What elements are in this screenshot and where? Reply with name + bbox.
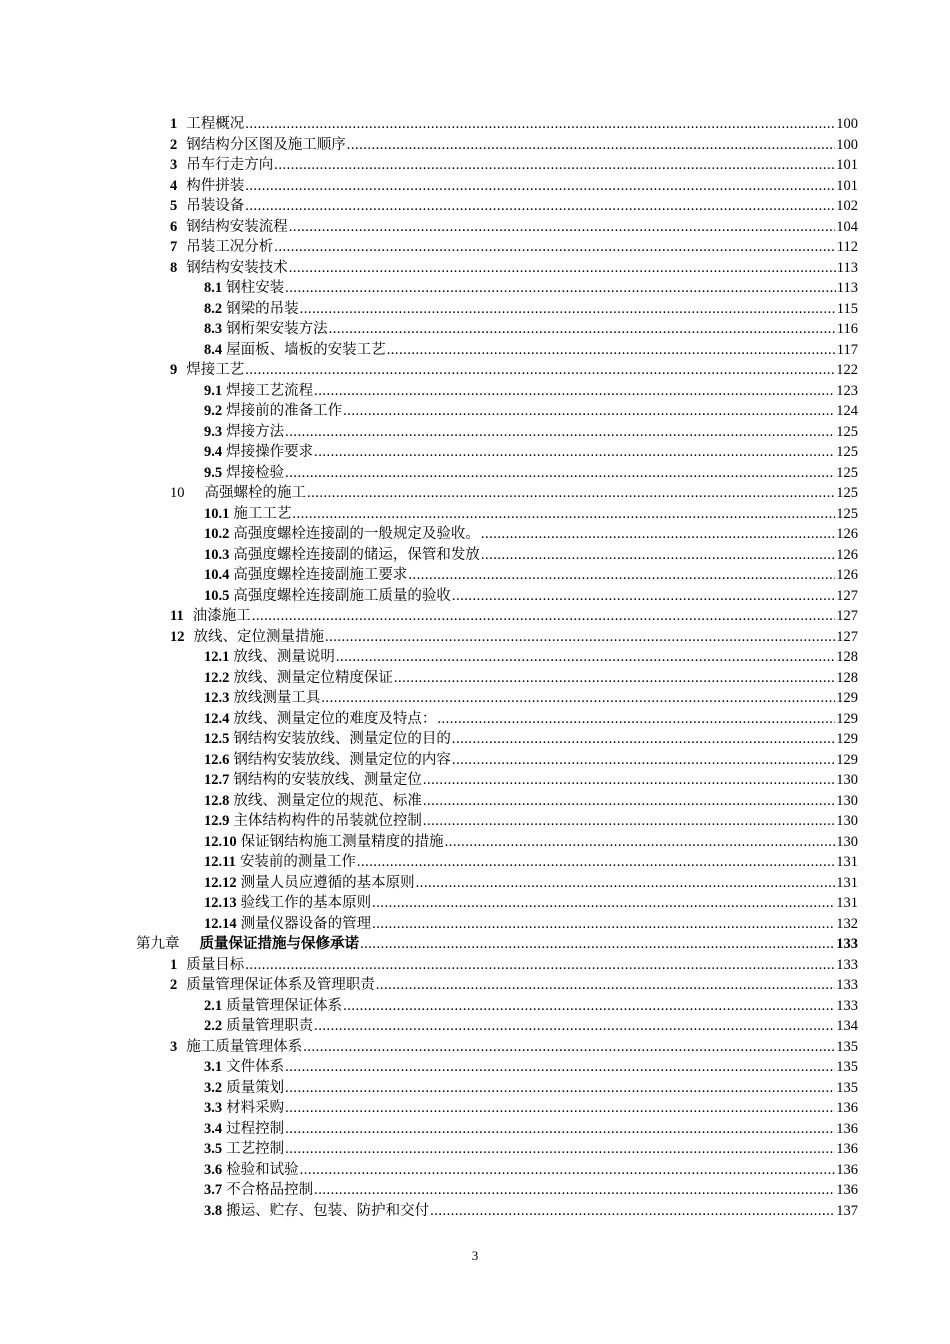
- toc-entry-page: 125: [836, 464, 858, 481]
- dot-leader: [285, 1139, 835, 1160]
- toc-entry-title: 检验和试验: [226, 1161, 299, 1178]
- toc-entry[interactable]: [0, 114, 950, 135]
- toc-entry-page: 113: [836, 259, 858, 276]
- toc-entry-number: 6: [170, 218, 178, 235]
- toc-entry-page: 125: [836, 444, 858, 460]
- toc-entry-title: 质量管理保证体系及管理职责: [186, 977, 375, 993]
- toc-entry[interactable]: [0, 586, 950, 607]
- toc-entry[interactable]: [0, 196, 950, 217]
- toc-entry-page: 135: [836, 1079, 858, 1096]
- toc-entry-title: 主体结构构件的吊装就位控制: [233, 813, 422, 829]
- toc-entry[interactable]: [0, 934, 950, 955]
- toc-entry-title: 施工工艺: [233, 505, 292, 522]
- toc-entry-title: 验线工作的基本原则: [240, 895, 372, 911]
- toc-entry-number: 12: [170, 628, 185, 645]
- toc-entry-number: 9.3: [204, 423, 223, 440]
- toc-entry[interactable]: [0, 401, 950, 422]
- dot-leader: [314, 1016, 835, 1037]
- toc-entry-number: 3: [170, 157, 178, 173]
- toc-entry-number: 3.7: [204, 1182, 223, 1198]
- dot-leader: [372, 914, 835, 935]
- dot-leader: [329, 319, 836, 340]
- toc-entry-page: 101: [836, 157, 858, 173]
- toc-entry-title: 测量仪器设备的管理: [240, 915, 372, 932]
- toc-entry-number: 12.3: [204, 690, 230, 706]
- toc-entry-title: 焊接工艺流程: [226, 382, 314, 399]
- toc-entry-number: 3.5: [204, 1141, 223, 1157]
- dot-leader: [245, 196, 835, 217]
- dot-leader: [325, 627, 835, 648]
- toc-entry-number: 12.13: [204, 895, 237, 911]
- dot-leader: [321, 688, 835, 709]
- toc-entry-page: 131: [836, 854, 858, 870]
- toc-entry[interactable]: [0, 1037, 950, 1058]
- toc-entry[interactable]: [0, 688, 950, 709]
- toc-entry-title: 构件拼装: [186, 177, 245, 194]
- toc-entry-number: 3.3: [204, 1100, 223, 1116]
- toc-entry-number: 8.3: [204, 321, 223, 337]
- toc-entry[interactable]: [0, 627, 950, 648]
- dot-leader: [252, 606, 836, 627]
- toc-entry-title: 搬运、贮存、包装、防护和交付: [226, 1202, 430, 1219]
- toc-entry-number: 10.3: [204, 546, 230, 563]
- toc-entry-page: 133: [836, 956, 858, 973]
- toc-entry-title: 屋面板、墙板的安装工艺: [226, 341, 386, 358]
- toc-entry-page: 130: [836, 833, 858, 850]
- toc-entry-title: 焊接前的准备工作: [226, 403, 343, 419]
- toc-entry-page: 101: [836, 177, 858, 194]
- toc-entry-page: 122: [836, 362, 858, 378]
- toc-entry-title: 钢结构安装放线、测量定位的目的: [233, 731, 451, 747]
- toc-entry[interactable]: [0, 832, 950, 853]
- toc-entry-number: 7: [170, 239, 178, 255]
- toc-entry-title: 钢结构安装流程: [186, 218, 288, 235]
- dot-leader: [452, 729, 835, 750]
- toc-entry[interactable]: [0, 770, 950, 791]
- toc-entry-page: 116: [836, 321, 858, 337]
- toc-entry-title: 吊装设备: [186, 198, 245, 214]
- toc-entry[interactable]: [0, 914, 950, 935]
- toc-entry-number: 10.4: [204, 567, 230, 583]
- toc-entry-number: 9: [170, 362, 178, 378]
- toc-entry-page: 135: [836, 1059, 858, 1075]
- dot-leader: [481, 524, 835, 545]
- toc-entry-page: 129: [836, 731, 858, 747]
- toc-entry-title: 放线、测量说明: [233, 649, 335, 665]
- toc-entry[interactable]: [0, 278, 950, 299]
- toc-entry-page: 117: [836, 341, 858, 358]
- toc-entry[interactable]: [0, 545, 950, 566]
- toc-entry[interactable]: [0, 955, 950, 976]
- toc-entry-page: 125: [836, 423, 858, 440]
- toc-entry-number: 2.1: [204, 997, 223, 1014]
- dot-leader: [245, 114, 835, 135]
- dot-leader: [285, 1119, 835, 1140]
- toc-entry-number: 3.1: [204, 1059, 223, 1075]
- toc-entry[interactable]: [0, 504, 950, 525]
- toc-entry-title: 文件体系: [226, 1059, 285, 1075]
- toc-entry[interactable]: [0, 176, 950, 197]
- toc-entry-number: 3.6: [204, 1161, 223, 1178]
- toc-entry[interactable]: [0, 381, 950, 402]
- toc-entry-page: 115: [836, 300, 858, 317]
- toc-entry-title: 高强度螺栓连接副施工要求: [233, 567, 408, 583]
- toc-entry[interactable]: [0, 135, 950, 156]
- toc-entry-number: 5: [170, 198, 178, 214]
- toc-entry-page: 113: [836, 280, 858, 296]
- toc-entry-page: 137: [836, 1202, 858, 1219]
- dot-leader: [300, 299, 836, 320]
- toc-entry-number: 9.2: [204, 403, 223, 419]
- toc-entry-title: 放线测量工具: [233, 690, 321, 706]
- toc-entry-number: 3: [170, 1038, 178, 1055]
- toc-entry-page: 100: [836, 136, 858, 153]
- toc-entry-title: 焊接方法: [226, 423, 285, 440]
- toc-entry-page: 134: [836, 1018, 858, 1034]
- toc-entry-page: 131: [836, 895, 858, 911]
- toc-entry-title: 材料采购: [226, 1100, 285, 1116]
- dot-leader: [387, 340, 836, 361]
- toc-entry[interactable]: [0, 791, 950, 812]
- toc-entry-title: 钢结构安装技术: [186, 259, 288, 276]
- toc-entry-page: 136: [836, 1182, 858, 1198]
- toc-entry-page: 128: [836, 649, 858, 665]
- dot-leader: [289, 217, 836, 238]
- dot-leader: [285, 278, 836, 299]
- toc-entry-page: 104: [836, 218, 858, 235]
- toc-entry-title: 焊接检验: [226, 464, 285, 481]
- dot-leader: [285, 1057, 835, 1078]
- dot-leader: [285, 463, 835, 484]
- toc-entry-number: 12.1: [204, 649, 230, 665]
- toc-entry-title: 钢结构安装放线、测量定位的内容: [233, 751, 451, 768]
- toc-entry-title: 安装前的测量工作: [239, 854, 356, 870]
- toc-entry-page: 135: [836, 1038, 858, 1055]
- toc-entry-page: 125: [836, 485, 858, 501]
- toc-entry-title: 钢梁的吊装: [226, 300, 299, 317]
- toc-entry-page: 133: [836, 997, 858, 1014]
- toc-entry[interactable]: [0, 360, 950, 381]
- toc-entry[interactable]: [0, 1160, 950, 1181]
- toc-entry-title: 高强螺栓的施工: [204, 485, 306, 501]
- toc-entry-number: 2.2: [204, 1018, 223, 1034]
- toc-entry-title: 高强度螺栓连接副的储运，保管和发放: [233, 546, 480, 563]
- toc-entry-title: 施工质量管理体系: [186, 1038, 303, 1055]
- toc-entry-number: 10: [170, 485, 185, 501]
- toc-entry[interactable]: [0, 565, 950, 586]
- toc-entry-number: 8: [170, 259, 178, 276]
- toc-entry[interactable]: [0, 750, 950, 771]
- dot-leader: [307, 483, 835, 504]
- dot-leader: [343, 996, 835, 1017]
- toc-entry-title: 质量策划: [226, 1079, 285, 1096]
- toc-entry[interactable]: [0, 1180, 950, 1201]
- toc-entry-number: 12.10: [204, 833, 237, 850]
- toc-entry[interactable]: [0, 975, 950, 996]
- dot-leader: [347, 135, 836, 156]
- dot-leader: [285, 422, 835, 443]
- toc-entry-title: 钢结构的安装放线、测量定位: [233, 772, 422, 788]
- toc-entry-number: 8.4: [204, 341, 223, 358]
- toc-entry-number: 2: [170, 136, 178, 153]
- toc-entry-number: 9.1: [204, 382, 223, 399]
- toc-entry-page: 112: [836, 239, 858, 255]
- toc-entry[interactable]: [0, 155, 950, 176]
- toc-entry-number: 1: [170, 116, 178, 132]
- toc-entry-title: 测量人员应遵循的基本原则: [240, 874, 415, 891]
- toc-entry-title: 质量管理保证体系: [226, 997, 343, 1014]
- toc-entry-title: 放线、定位测量措施: [193, 628, 324, 645]
- toc-entry[interactable]: [0, 1016, 950, 1037]
- toc-entry-page: 131: [836, 874, 858, 891]
- dot-leader: [423, 770, 835, 791]
- dot-leader: [372, 893, 835, 914]
- dot-leader: [452, 586, 835, 607]
- toc-entry[interactable]: [0, 340, 950, 361]
- toc-entry-page: 129: [836, 690, 858, 706]
- dot-leader: [245, 955, 835, 976]
- toc-entry-page: 124: [836, 403, 858, 419]
- dot-leader: [285, 1098, 835, 1119]
- toc-entry-page: 100: [836, 116, 858, 132]
- toc-entry-page: 127: [836, 628, 858, 645]
- toc-entry-number: 12.11: [204, 854, 236, 870]
- dot-leader: [314, 1180, 835, 1201]
- toc-entry-title: 油漆施工: [192, 608, 251, 624]
- toc-entry-number: 12.4: [204, 710, 230, 727]
- page-number: 3: [471, 1248, 479, 1263]
- toc-entry[interactable]: [0, 606, 950, 627]
- toc-entry-page: 126: [836, 546, 858, 563]
- toc-entry[interactable]: [0, 709, 950, 730]
- dot-leader: [437, 709, 835, 730]
- toc-entry-title: 质量管理职责: [226, 1018, 314, 1034]
- toc-entry[interactable]: [0, 258, 950, 279]
- dot-leader: [408, 565, 835, 586]
- toc-entry[interactable]: [0, 319, 950, 340]
- toc-entry[interactable]: [0, 893, 950, 914]
- toc-entry-page: 125: [836, 505, 858, 522]
- dot-leader: [314, 442, 835, 463]
- dot-leader: [245, 176, 835, 197]
- toc-entry-number: 10.2: [204, 526, 230, 542]
- toc-entry[interactable]: [0, 299, 950, 320]
- toc-entry-page: 126: [836, 526, 858, 542]
- dot-leader: [303, 1037, 835, 1058]
- toc-entry-number: 11: [170, 608, 184, 624]
- toc-entry-page: 133: [836, 936, 858, 952]
- dot-leader: [452, 750, 835, 771]
- dot-leader: [445, 832, 836, 853]
- toc-entry-number: 2: [170, 977, 178, 993]
- table-of-contents: [0, 114, 950, 1221]
- toc-entry-page: 130: [836, 792, 858, 809]
- toc-entry-number: 12.12: [204, 874, 237, 891]
- toc-entry-number: 3.2: [204, 1079, 223, 1096]
- toc-entry[interactable]: [0, 237, 950, 258]
- toc-entry-title: 放线、测量定位的难度及特点：: [233, 710, 437, 727]
- toc-entry-title: 高强度螺栓连接副的一般规定及验收。: [233, 526, 480, 542]
- toc-entry-page: 136: [836, 1100, 858, 1116]
- dot-leader: [376, 975, 836, 996]
- toc-entry[interactable]: [0, 524, 950, 545]
- dot-leader: [336, 647, 835, 668]
- toc-entry-page: 136: [836, 1141, 858, 1157]
- toc-entry-number: 3.8: [204, 1202, 223, 1219]
- toc-entry-title: 工艺控制: [226, 1141, 285, 1157]
- toc-entry-page: 123: [836, 382, 858, 399]
- toc-entry-number: 10.1: [204, 505, 230, 522]
- toc-entry-number: 12.5: [204, 731, 230, 747]
- toc-entry-number: 12.14: [204, 915, 237, 932]
- dot-leader: [292, 504, 835, 525]
- toc-entry-page: 133: [836, 977, 858, 993]
- toc-entry-number: 12.6: [204, 751, 230, 768]
- toc-entry-page: 129: [836, 710, 858, 727]
- toc-entry-page: 130: [836, 813, 858, 829]
- toc-entry-page: 127: [836, 608, 858, 624]
- toc-entry-title: 吊车行走方向: [186, 157, 274, 173]
- toc-entry-page: 130: [836, 772, 858, 788]
- toc-entry[interactable]: [0, 483, 950, 504]
- toc-entry-page: 127: [836, 587, 858, 604]
- toc-entry[interactable]: [0, 996, 950, 1017]
- toc-entry-number: 10.5: [204, 587, 230, 604]
- dot-leader: [245, 360, 835, 381]
- toc-entry[interactable]: [0, 811, 950, 832]
- dot-leader: [343, 401, 835, 422]
- dot-leader: [274, 237, 836, 258]
- toc-entry[interactable]: [0, 1057, 950, 1078]
- toc-entry-title: 质量保证措施与保修承诺: [199, 936, 359, 952]
- dot-leader: [314, 381, 835, 402]
- toc-entry[interactable]: [0, 217, 950, 238]
- toc-entry-page: 128: [836, 669, 858, 686]
- toc-entry-page: 132: [836, 915, 858, 932]
- toc-entry-number: 9.4: [204, 444, 223, 460]
- toc-entry[interactable]: [0, 1078, 950, 1099]
- toc-entry[interactable]: [0, 1098, 950, 1119]
- toc-entry-number: 12.8: [204, 792, 230, 809]
- toc-entry-title: 钢桁架安装方法: [226, 321, 328, 337]
- dot-leader: [394, 668, 835, 689]
- dot-leader: [423, 791, 835, 812]
- toc-entry-number: 12.7: [204, 772, 230, 788]
- toc-entry-page: 136: [836, 1120, 858, 1137]
- toc-entry-page: 126: [836, 567, 858, 583]
- dot-leader: [481, 545, 835, 566]
- dot-leader: [274, 155, 835, 176]
- toc-entry-number: 8.2: [204, 300, 223, 317]
- toc-entry[interactable]: [0, 1201, 950, 1222]
- toc-entry-page: 129: [836, 751, 858, 768]
- toc-entry-title: 焊接工艺: [186, 362, 245, 378]
- toc-entry-title: 钢结构分区图及施工顺序: [186, 136, 346, 153]
- dot-leader: [423, 811, 835, 832]
- toc-entry-title: 钢柱安装: [226, 280, 285, 296]
- toc-entry-title: 工程概况: [186, 116, 245, 132]
- toc-entry-title: 放线、测量定位的规范、标准: [233, 792, 422, 809]
- toc-entry-number: 12.2: [204, 669, 230, 686]
- dot-leader: [416, 873, 836, 894]
- toc-entry-page: 136: [836, 1161, 858, 1178]
- toc-entry-title: 不合格品控制: [226, 1182, 314, 1198]
- toc-entry-number: 第九章: [136, 936, 180, 952]
- toc-entry-number: 4: [170, 177, 178, 194]
- toc-entry-number: 3.4: [204, 1120, 223, 1137]
- toc-entry-title: 放线、测量定位精度保证: [233, 669, 393, 686]
- toc-entry-title: 吊装工况分析: [186, 239, 274, 255]
- dot-leader: [285, 1078, 835, 1099]
- dot-leader: [357, 852, 835, 873]
- toc-entry[interactable]: [0, 1119, 950, 1140]
- toc-entry-title: 高强度螺栓连接副施工质量的验收: [233, 587, 451, 604]
- toc-entry-number: 9.5: [204, 464, 223, 481]
- dot-leader: [289, 258, 836, 279]
- toc-entry-page: 102: [836, 198, 858, 214]
- toc-entry[interactable]: [0, 729, 950, 750]
- dot-leader: [300, 1160, 836, 1181]
- toc-entry[interactable]: [0, 668, 950, 689]
- toc-entry[interactable]: [0, 647, 950, 668]
- toc-entry[interactable]: [0, 873, 950, 894]
- dot-leader: [360, 934, 835, 955]
- dot-leader: [430, 1201, 835, 1222]
- toc-entry-title: 质量目标: [186, 956, 245, 973]
- toc-entry-title: 焊接操作要求: [226, 444, 314, 460]
- toc-entry-title: 保证钢结构施工测量精度的措施: [240, 833, 444, 850]
- toc-entry[interactable]: [0, 852, 950, 873]
- toc-entry-title: 过程控制: [226, 1120, 285, 1137]
- toc-entry[interactable]: [0, 442, 950, 463]
- toc-entry[interactable]: [0, 1139, 950, 1160]
- toc-entry-number: 1: [170, 956, 178, 973]
- toc-entry[interactable]: [0, 422, 950, 443]
- toc-entry-number: 12.9: [204, 813, 230, 829]
- toc-entry[interactable]: [0, 463, 950, 484]
- toc-entry-number: 8.1: [204, 280, 223, 296]
